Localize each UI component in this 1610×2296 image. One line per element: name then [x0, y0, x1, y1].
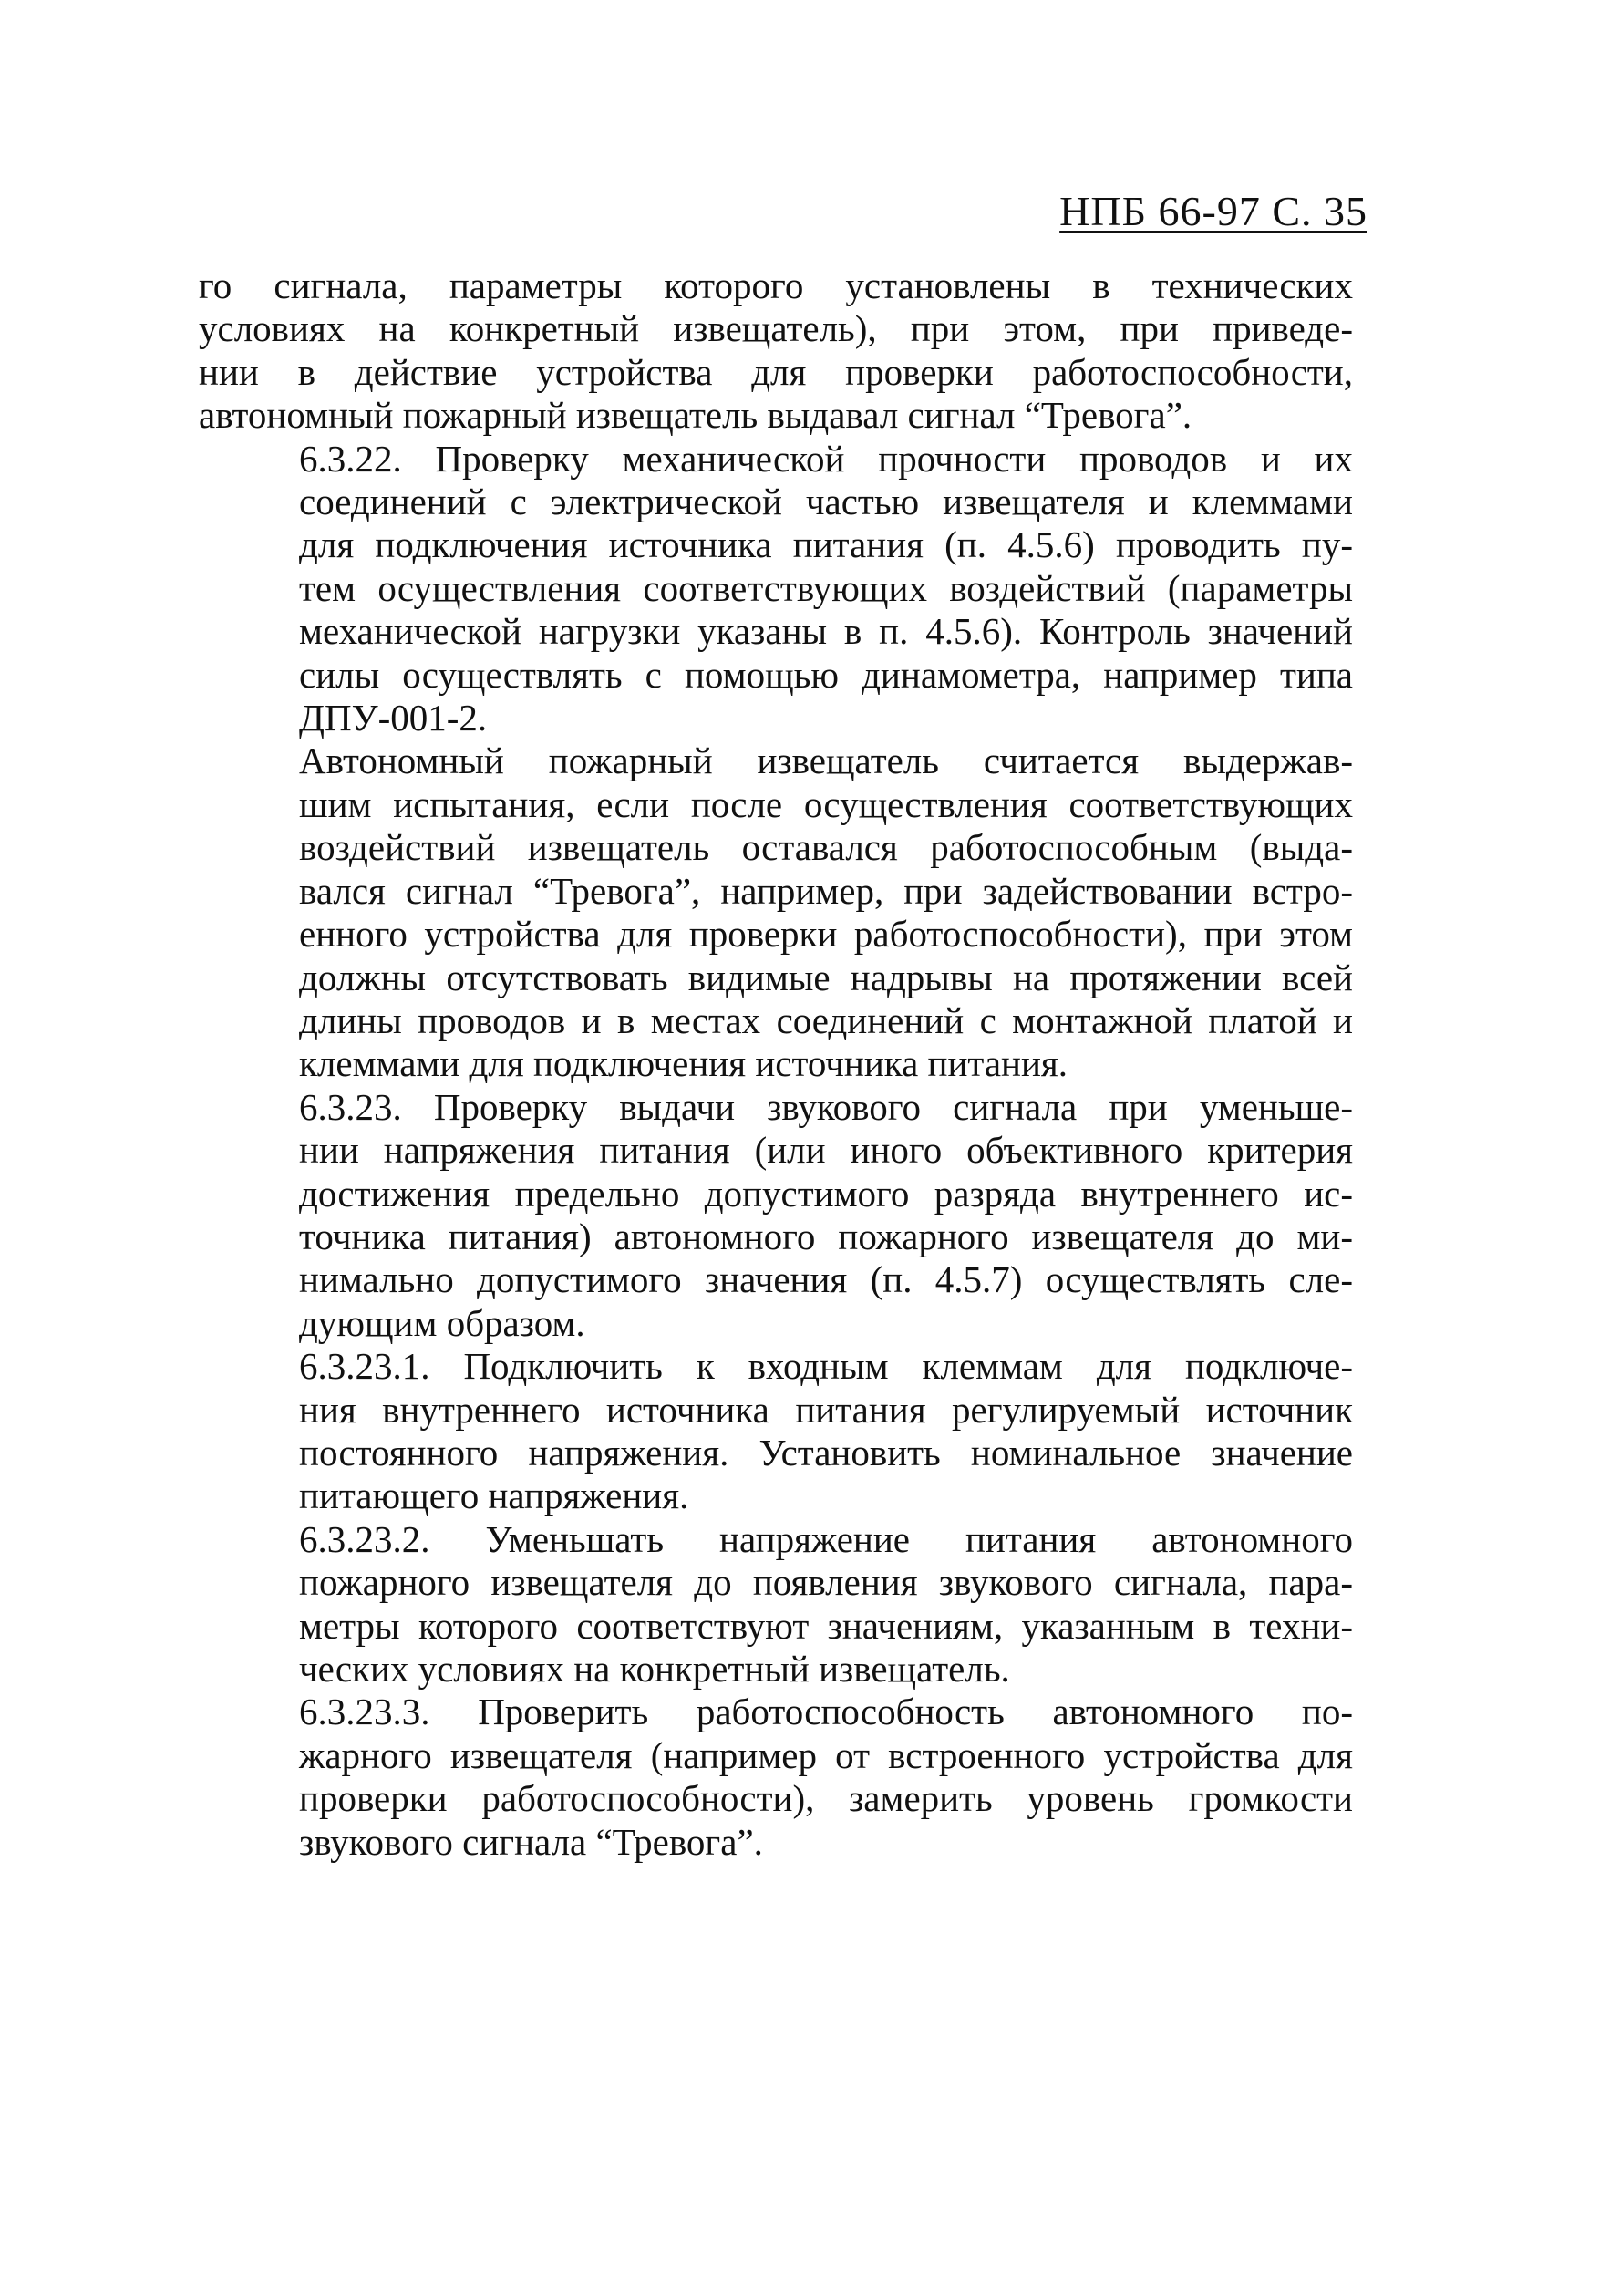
paragraph-continuation	[199, 264, 1353, 438]
text-line: должны отсутствовать видимые надрывы на протяжении всей	[299, 956, 1353, 998]
text-line: нии в действие устройства для проверки работоспособности,	[199, 350, 1353, 393]
text-line: жарного извещателя (например от встроенного устройства для	[299, 1733, 1353, 1776]
text-line: 6.3.23.2. Уменьшать напряжение питания автономного	[299, 1517, 1353, 1560]
text-line: постоянного напряжения. Установить номинальное значение	[299, 1431, 1353, 1474]
text-line: ДПУ-001-2.	[299, 697, 488, 739]
text-line: достижения предельно допустимого разряда внутреннего ис-	[299, 1172, 1353, 1215]
paragraph-p-6-3-22	[199, 438, 1353, 740]
text-line: звукового сигнала “Тревога”.	[299, 1820, 763, 1863]
paragraph-p-6-3-22-result	[199, 739, 1353, 1085]
text-line: клеммами для подключения источника питания.	[299, 1042, 1068, 1085]
text-line: 6.3.23.3. Проверить работоспособность автономного по-	[299, 1691, 1353, 1733]
paragraph-p-6-3-23-1	[199, 1345, 1353, 1518]
text-line: нимально допустимого значения (п. 4.5.7) осуществлять сле-	[299, 1258, 1353, 1301]
text-line: шим испытания, если после осуществления соответствующих	[299, 782, 1353, 825]
text-line: 6.3.23. Проверку выдачи звукового сигнала при уменьше-	[299, 1085, 1353, 1128]
text-line: силы осуществлять с помощью динамометра, например типа	[299, 653, 1353, 696]
text-line: метры которого соответствуют значениям, указанным в техни-	[299, 1604, 1353, 1647]
text-line: ческих условиях на конкретный извещатель.	[299, 1648, 1010, 1690]
text-line: ния внутреннего источника питания регулируемый источник	[299, 1388, 1353, 1431]
text-line: Автономный пожарный извещатель считается выдержав-	[299, 739, 1353, 782]
text-line: воздействий извещатель оставался работоспособным (выда-	[299, 826, 1353, 869]
text-line: автономный пожарный извещатель выдавал сигнал “Тревога”.	[199, 394, 1192, 437]
text-line: точника питания) автономного пожарного извещателя до ми-	[299, 1215, 1353, 1257]
text-line: проверки работоспособности), замерить уровень громкости	[299, 1777, 1353, 1820]
text-line: вался сигнал “Тревога”, например, при задействовании встро-	[299, 869, 1353, 912]
text-line: питающего напряжения.	[299, 1474, 689, 1517]
text-line: для подключения источника питания (п. 4.5.6) проводить пу-	[299, 523, 1353, 566]
document-body	[199, 264, 1353, 1864]
text-line: механической нагрузки указаны в п. 4.5.6). Контроль значений	[299, 610, 1353, 653]
text-line: 6.3.23.1. Подключить к входным клеммам для подключе-	[299, 1345, 1353, 1388]
text-line: тем осуществления соответствующих воздействий (параметры	[299, 566, 1353, 609]
paragraph-p-6-3-23-3	[199, 1691, 1353, 1864]
text-line: енного устройства для проверки работоспособности), при этом	[299, 913, 1353, 956]
text-line: 6.3.22. Проверку механической прочности проводов и их	[299, 437, 1353, 480]
paragraph-p-6-3-23-2	[199, 1518, 1353, 1691]
text-line: го сигнала, параметры которого установлены в технических	[199, 264, 1353, 306]
paragraph-p-6-3-23	[199, 1086, 1353, 1345]
text-line: длины проводов и в местах соединений с монтажной платой и	[299, 998, 1353, 1041]
page-header-reference: НПБ 66-97 С. 35	[1059, 188, 1367, 234]
text-line: нии напряжения питания (или иного объективного критерия	[299, 1129, 1353, 1172]
text-line: пожарного извещателя до появления звукового сигнала, пара-	[299, 1561, 1353, 1604]
text-line: соединений с электрической частью извещателя и клеммами	[299, 481, 1353, 523]
text-line: дующим образом.	[299, 1301, 585, 1344]
text-line: условиях на конкретный извещатель), при этом, при приведе-	[199, 307, 1353, 350]
